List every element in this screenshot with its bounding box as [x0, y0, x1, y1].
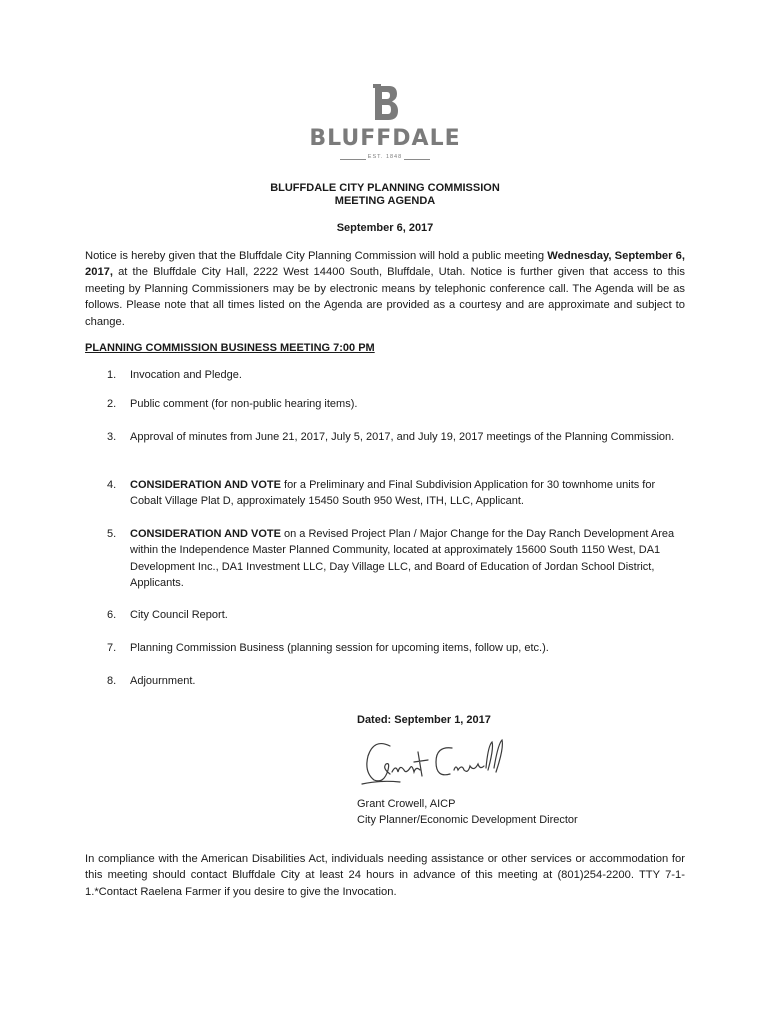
agenda-item-text [130, 396, 675, 412]
notice-text-part1: Notice is hereby given that the Bluffdale City Planning Commission will hold a public meeting [85, 250, 548, 262]
agenda-item-text [130, 477, 675, 510]
agenda-item-number: 5. [107, 528, 117, 540]
agenda-item-text [130, 526, 675, 591]
agenda-item-number: 8. [107, 675, 117, 687]
logo-divider-left [340, 159, 366, 160]
agenda-item-text [130, 607, 675, 623]
signer-block [357, 796, 578, 828]
ada-compliance-notice: In compliance with the American Disabilities Act, individuals needing assistance or other services or accommodation for this meeting should contact Bluffdale City at least 24 hours in advance of this meeting at (801)254-2200. TTY 7-1-1.*Contact Raelena Farmer if you desire to give the Invocation. [85, 853, 685, 898]
agenda-item-number: 7. [107, 642, 117, 654]
agenda-item-bold: CONSIDERATION AND VOTE [130, 528, 281, 540]
agenda-item-text [130, 640, 675, 656]
agenda-item-body: City Council Report. [130, 609, 228, 621]
agenda-item-body: Adjournment. [130, 675, 196, 687]
dated-line: Dated: September 1, 2017 [357, 714, 491, 726]
section-title: PLANNING COMMISSION BUSINESS MEETING 7:00 PM [85, 342, 375, 354]
notice-text-part2: at the Bluffdale City Hall, 2222 West 14400 South, Bluffdale, Utah. Notice is further given that access to this meeting by Planning Commissioners may be by electronic means by telephonic conference call. The Agenda will be as follows. Please note that all times listed on the Agenda are provided as a courtesy and are approximate and subject to change. [85, 266, 685, 328]
agenda-item-body: Public comment (for non-public hearing items). [130, 398, 358, 410]
agenda-item-number: 3. [107, 431, 117, 443]
agenda-item-bold: CONSIDERATION AND VOTE [130, 479, 281, 491]
logo-est-text: EST. 1848 [367, 154, 403, 160]
agenda-item-body: Invocation and Pledge. [130, 369, 242, 381]
agenda-heading-line1: BLUFFDALE CITY PLANNING COMMISSION [270, 182, 500, 194]
city-logo [300, 84, 470, 164]
notice-paragraph [85, 248, 685, 330]
meeting-date: September 6, 2017 [336, 222, 434, 234]
agenda-item-text [130, 367, 675, 383]
agenda-item-body: Planning Commission Business (planning session for upcoming items, follow up, etc.). [130, 642, 549, 654]
agenda-item-body: Approval of minutes from June 21, 2017, July 5, 2017, and July 19, 2017 meetings of the Planning Commission. [130, 431, 675, 443]
agenda-item-number: 1. [107, 369, 117, 381]
agenda-item-body: for a Preliminary and Final Subdivision Application for 30 townhome units for Cobalt Village Plat D, approximately 15450 South 950 West, ITH, LLC, Applicant. [130, 479, 656, 508]
signer-title: City Planner/Economic Development Director [357, 814, 578, 826]
agenda-item-text [130, 673, 675, 689]
agenda-item-number: 6. [107, 609, 117, 621]
handwritten-signature [360, 734, 510, 792]
logo-divider-right [404, 159, 430, 160]
logo-brand-text: BLUFFDALE [309, 126, 461, 151]
agenda-item-number: 4. [107, 479, 117, 491]
logo-b-mark-icon [369, 84, 401, 122]
logo-est-row [340, 154, 430, 164]
notice-date-bold: Wednesday, September 6, 2017, [85, 250, 685, 279]
agenda-item-number: 2. [107, 398, 117, 410]
agenda-heading-line2: MEETING AGENDA [334, 195, 436, 207]
agenda-item-body: on a Revised Project Plan / Major Change for the Day Ranch Development Area within the Independence Master Planned Community, located at approximately 15600 South 1150 West, DA1 Development Inc., DA1 Investment LLC, Day Village LLC, and Board of Education of Jordan School District, Applicants. [130, 528, 675, 589]
signer-name: Grant Crowell, AICP [357, 798, 456, 810]
agenda-item-text [130, 429, 675, 445]
